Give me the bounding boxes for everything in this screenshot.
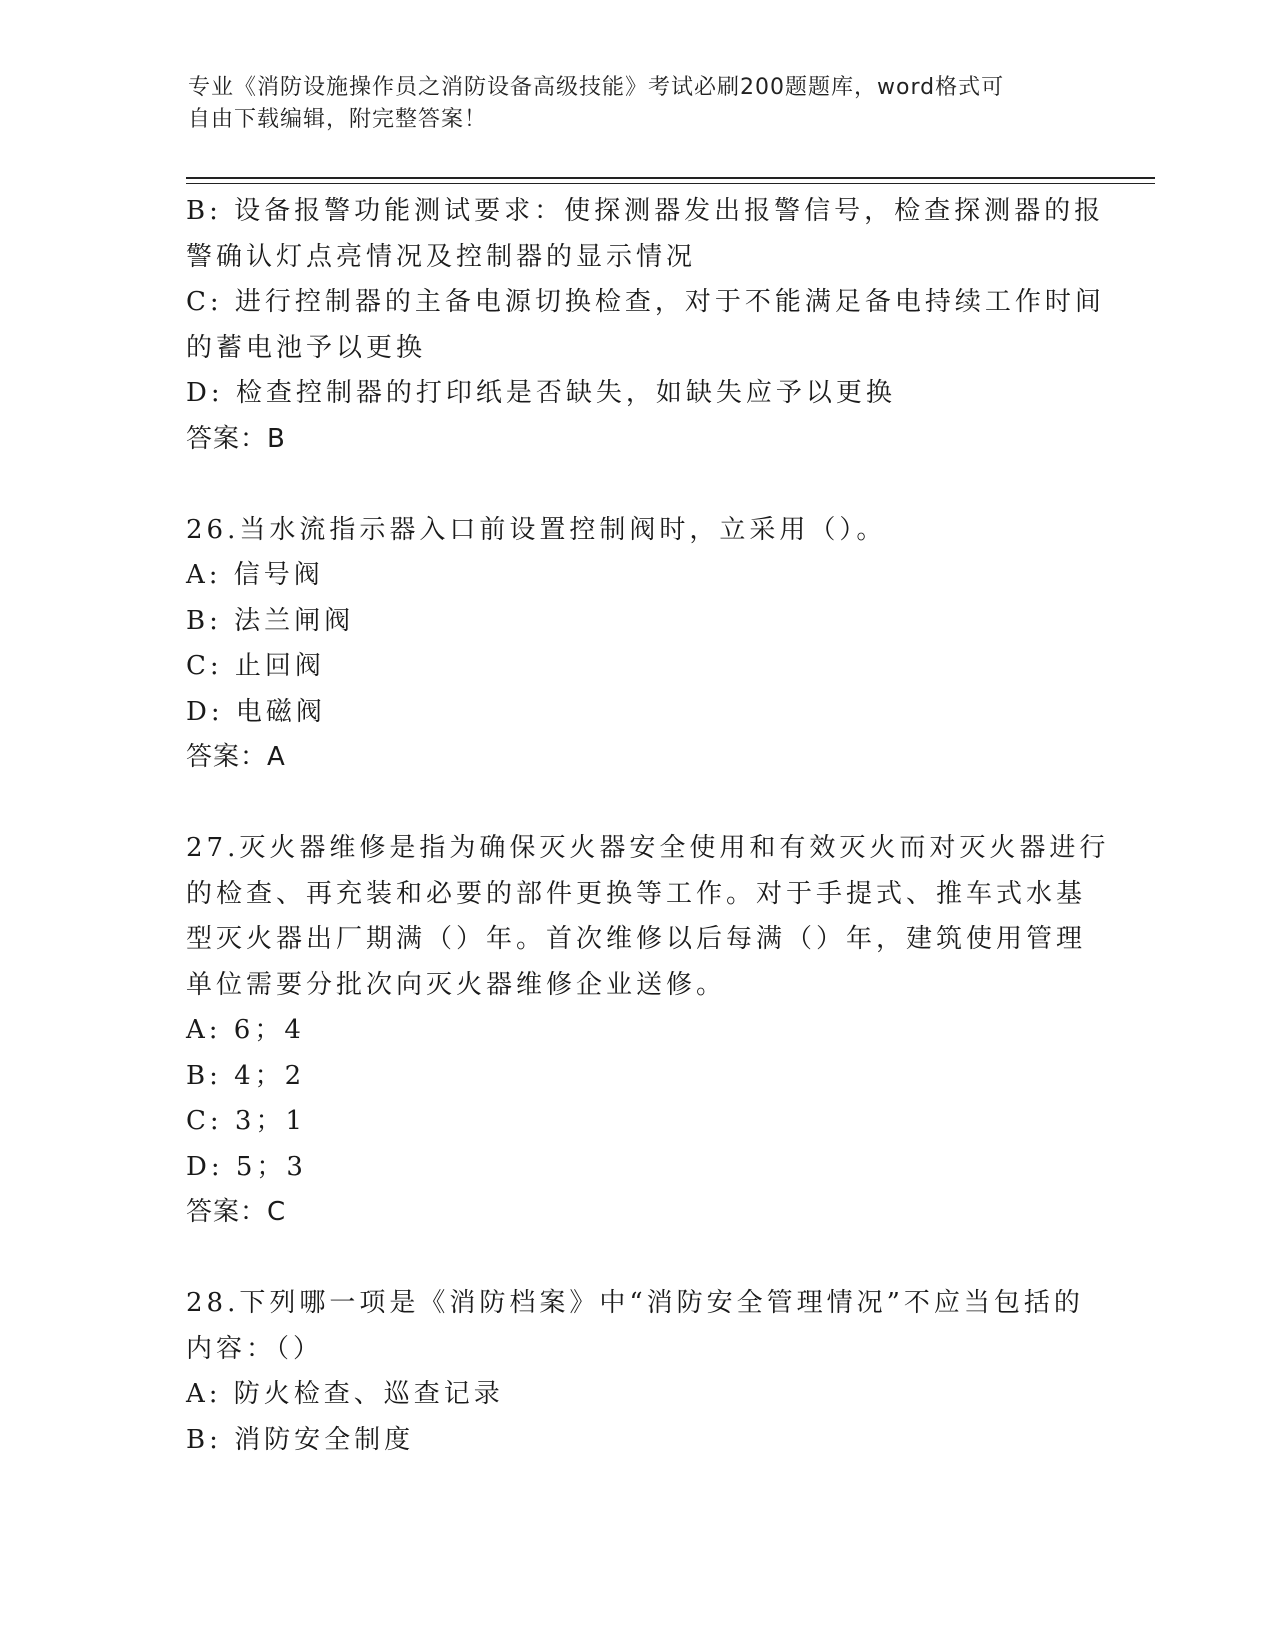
option-b-line-2: 警确认灯点亮情况及控制器的显示情况 xyxy=(186,241,697,272)
spacer xyxy=(186,781,1071,827)
option-b: B: 4；2 xyxy=(186,1060,306,1091)
option-d: D: 电磁阀 xyxy=(186,696,326,727)
question-28 xyxy=(186,1281,1084,1463)
question-stem-line-3: 型灭火器出厂期满（）年。首次维修以后每满（）年，建筑使用管理 xyxy=(186,924,1087,954)
option-a: A: 防火检查、巡查记录 xyxy=(186,1379,504,1409)
question-stem-line-1: 28.下列哪一项是《消防档案》中“消防安全管理情况”不应当包括的 xyxy=(186,1288,1084,1318)
header-line-1: 专业《消防设施操作员之消防设备高级技能》考试必刷200题题库，word格式可 xyxy=(188,75,1005,100)
option-b: B: 消防安全制度 xyxy=(186,1424,415,1455)
question-content xyxy=(186,189,1110,1463)
question-stem-line-2: 的检查、再充装和必要的部件更换等工作。对于手提式、推车式水基 xyxy=(186,878,1087,909)
answer-label: 答案：B xyxy=(186,423,286,454)
option-c-line-2: 的蓄电池予以更换 xyxy=(186,332,427,363)
question-26 xyxy=(186,508,1071,781)
question-stem-line-4: 单位需要分批次向灭火器维修企业送修。 xyxy=(186,969,727,1000)
header-rule-thin xyxy=(186,183,1155,184)
option-c: C: 3；1 xyxy=(186,1106,307,1136)
option-a: A: 信号阀 xyxy=(186,560,324,590)
answer-label: 答案：A xyxy=(186,742,286,772)
spacer xyxy=(186,462,1071,508)
question-25-continuation xyxy=(186,189,1105,462)
option-b: B: 法兰闸阀 xyxy=(186,605,355,636)
option-d: D: 5；3 xyxy=(186,1151,307,1182)
option-c-line-1: C: 进行控制器的主备电源切换检查，对于不能满足备电持续工作时间 xyxy=(186,287,1105,317)
question-stem-line-1: 27.灭火器维修是指为确保灭火器安全使用和有效灭火而对灭火器进行 xyxy=(186,833,1110,863)
option-b-line-1: B: 设备报警功能测试要求：使探测器发出报警信号，检查探测器的报 xyxy=(186,196,1105,226)
question-stem-line-2: 内容：（） xyxy=(186,1333,324,1364)
option-c: C: 止回阀 xyxy=(186,651,325,681)
option-a: A: 6；4 xyxy=(186,1015,305,1045)
answer-label: 答案：C xyxy=(186,1197,287,1227)
page-header xyxy=(188,72,1088,136)
header-rule-thick xyxy=(186,177,1155,179)
question-27 xyxy=(186,826,1110,1236)
question-stem: 26.当水流指示器入口前设置控制阀时，立采用（）。 xyxy=(186,514,887,545)
spacer xyxy=(186,1236,1071,1282)
header-line-2: 自由下载编辑，附完整答案！ xyxy=(188,107,488,132)
option-d: D: 检查控制器的打印纸是否缺失，如缺失应予以更换 xyxy=(186,378,896,408)
